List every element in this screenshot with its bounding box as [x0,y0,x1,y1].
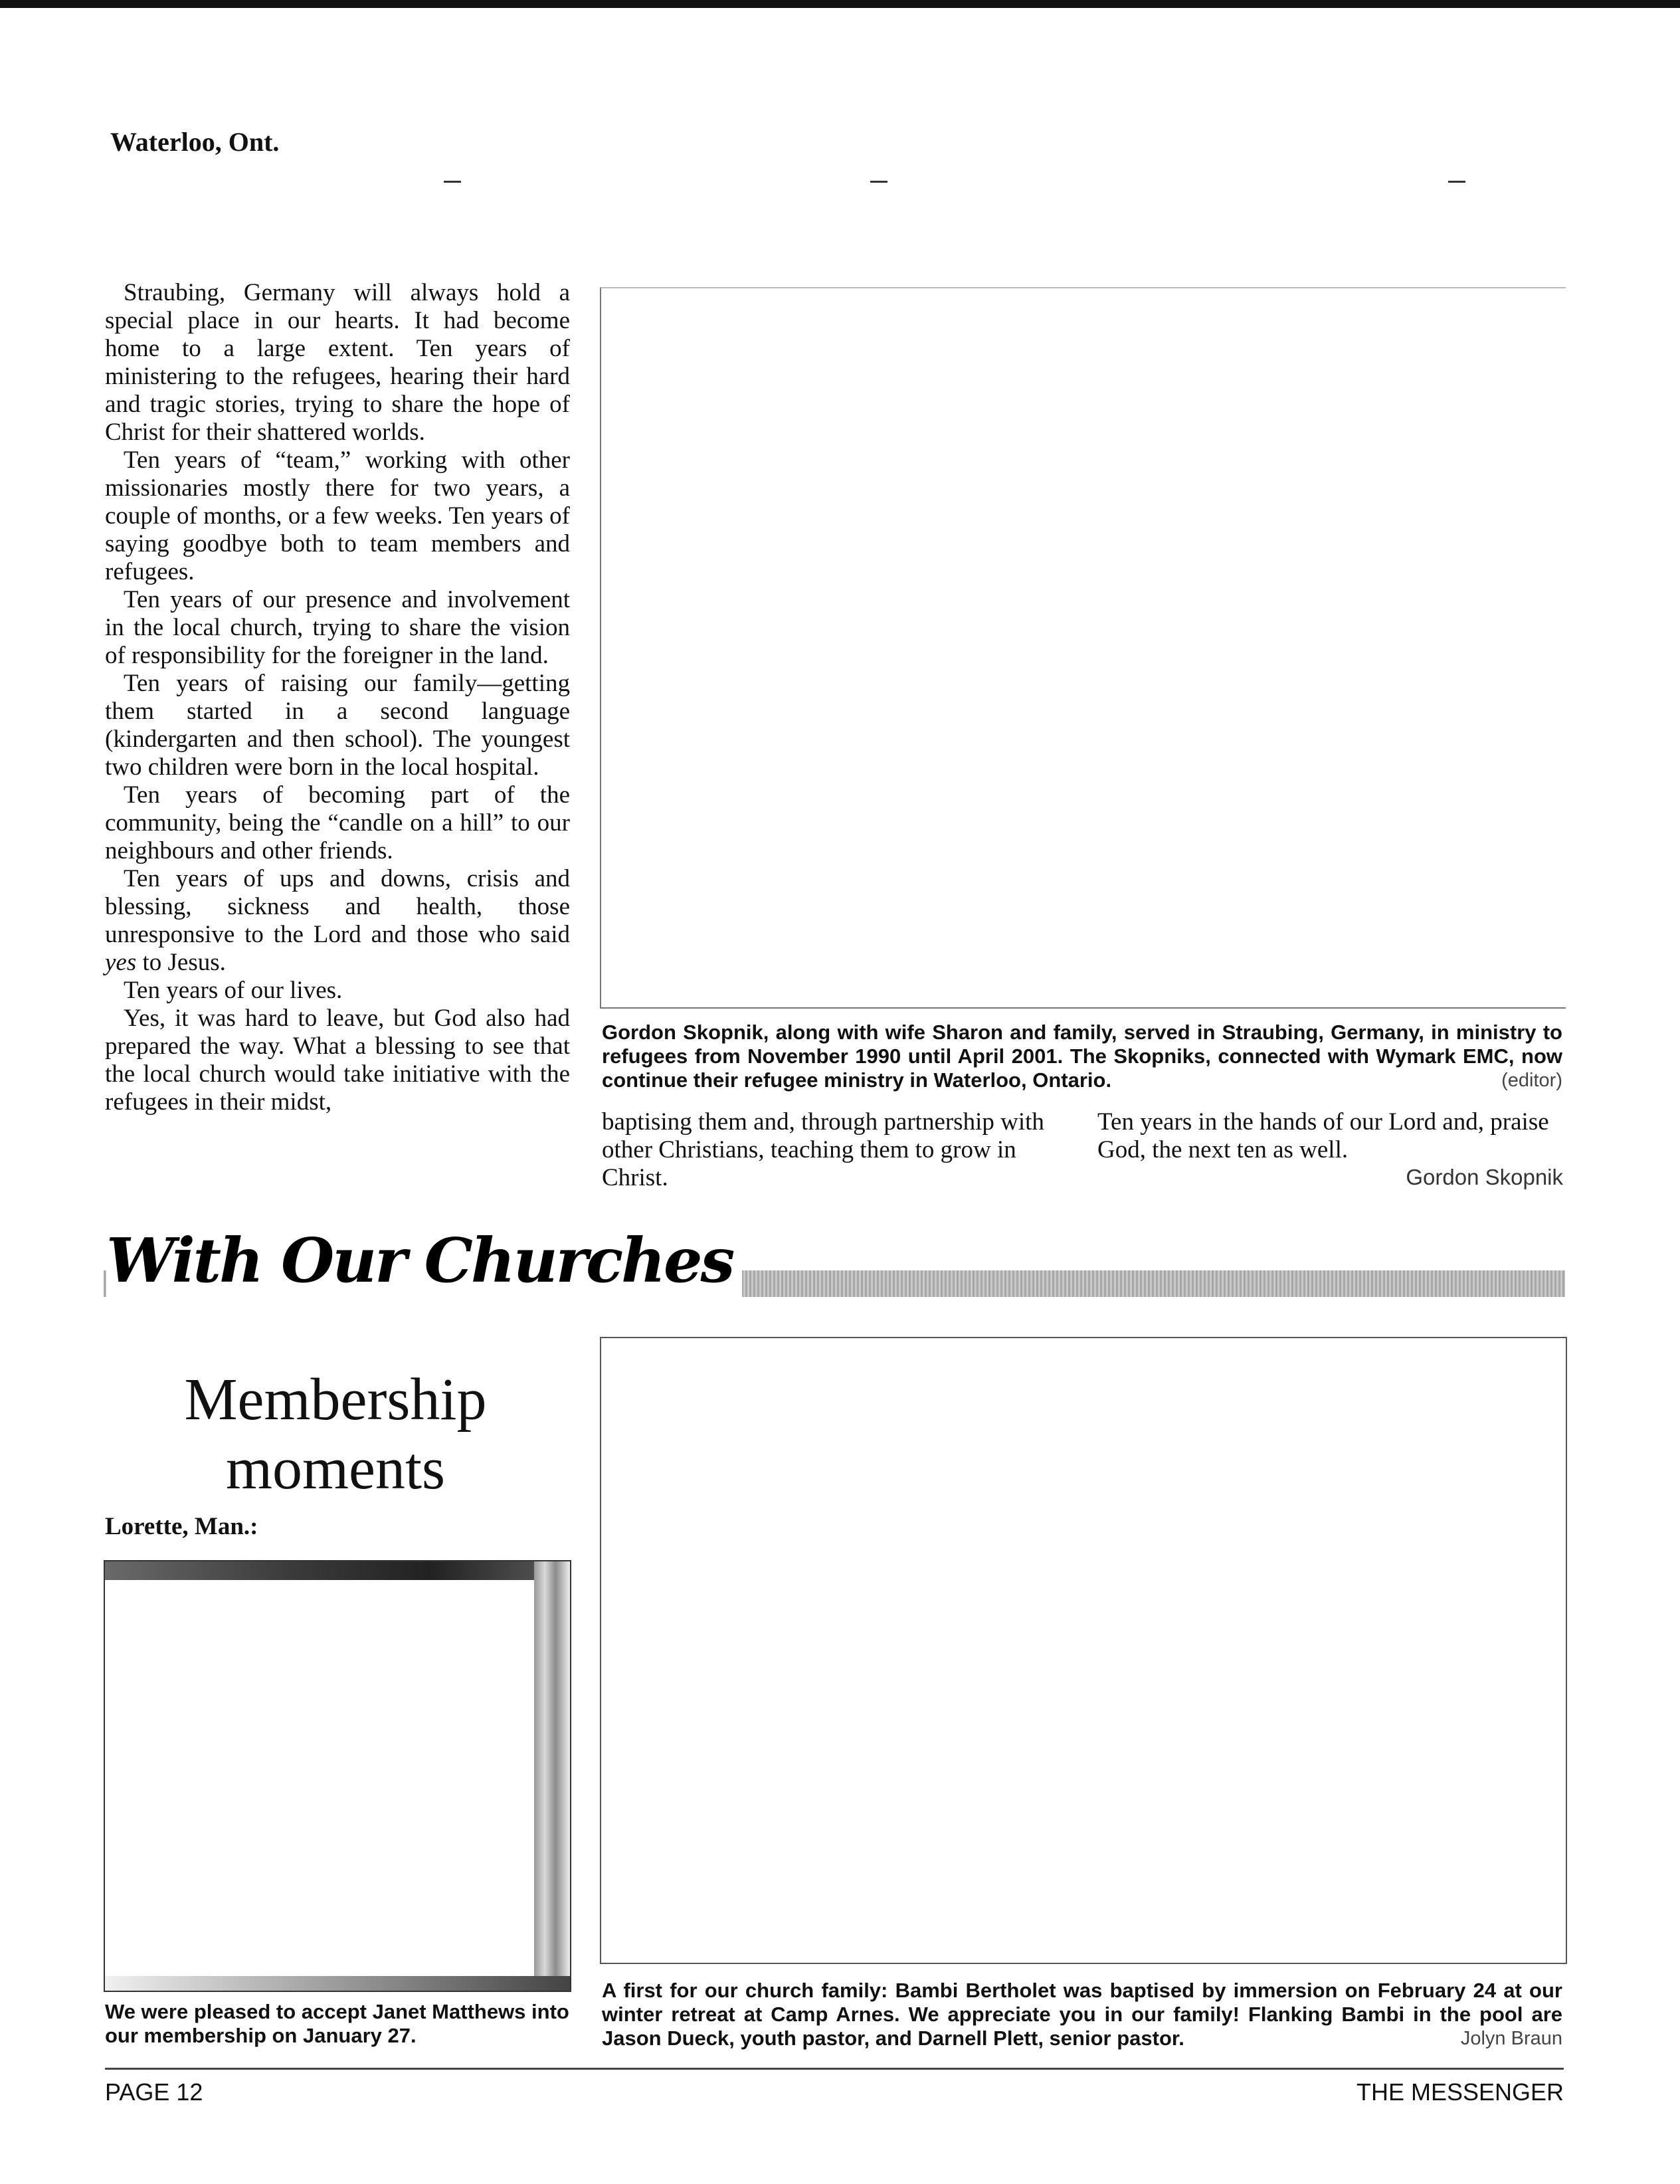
article-column-right: Ten years in the hands of our Lord and, praise God, the next ten as well. [1097,1108,1549,1163]
dash [444,181,461,183]
article-paragraph: Ten years of ups and downs, crisis and blessing, sickness and health, those unresponsive to the Lord and those who said yes to Jesus. [105,865,570,976]
photo-edge [105,1976,570,1991]
article-paragraph: Ten years of our lives. [124,977,343,1004]
article-paragraph: Ten years of “team,” working with other missionaries mostly there for two years, a couple of months, or a few weeks. Ten years of saying goodbye both to team members and refugees. [105,447,570,585]
article-column-left [105,279,570,1116]
photo-edge [534,1561,570,1991]
article-signature: Gordon Skopnik [1406,1165,1563,1189]
headline-line: moments [226,1436,445,1502]
membership-photo-caption: We were pleased to accept Janet Matthews into our membership on January 27. [105,2000,569,2047]
dash [870,181,887,183]
location-label: Lorette, Man.: [105,1513,258,1540]
membership-headline [106,1365,565,1504]
photo-blank-area [105,1580,534,1976]
caption-text: A first for our church family: Bambi Bertholet was baptised by immersion on February 24 at our winter retreat at Camp Arnes. We appreciate you in our family! Flanking Bambi in the pool are Jason Dueck, youth pastor, and Darnell Plett, senior pastor. [602,1979,1562,2050]
decorative-dash-row [159,181,1554,185]
skopnik-photo-caption [602,1021,1562,1092]
page-number: PAGE 12 [105,2078,203,2106]
janet-matthews-photo [104,1560,571,1992]
photo-edge [105,1561,570,1580]
dash [1448,181,1465,183]
baptism-photo-caption [602,1979,1562,2050]
article-paragraph: Ten years of raising our family—getting them started in a second language (kindergarten and then school). The youngest two children were born in the local hospital. [105,670,570,781]
photo-credit: (editor) [1501,1070,1562,1091]
caption-text: Gordon Skopnik, along with wife Sharon and family, served in Straubing, Germany, in ministry to refugees from November 1990 until April 2001. The Skopniks, connected with Wymark EMC, now continue their refugee ministry in Waterloo, Ontario. [602,1021,1562,1092]
publication-name: THE MESSENGER [1356,2078,1564,2106]
skopnik-family-photo [600,287,1566,1009]
article-column-middle: baptising them and, through partnership with other Christians, teaching them to grow in Christ. [602,1108,1044,1191]
article-paragraph: Yes, it was hard to leave, but God also had prepared the way. What a blessing to see that the local church would take initiative with the refugees in their midst, [105,1005,570,1116]
baptism-photo [600,1337,1567,1964]
article-paragraph: Ten years of our presence and involvement in the local church, trying to share the vision of responsibility for the foreigner in the land. [105,586,570,669]
photo-credit: Jolyn Braun [1460,2028,1562,2049]
emphasis: yes [105,949,137,976]
dateline: Waterloo, Ont. [110,127,280,157]
headline-line: Membership [184,1367,487,1433]
footer-rule [105,2068,1564,2070]
article-paragraph: Straubing, Germany will always hold a special place in our hearts. It had become home to a large extent. Ten years of ministering to the refugees, hearing their hard and tragic stories, trying to share the hope of Christ for their shattered worlds. [105,279,570,446]
top-border [0,0,1680,8]
article-paragraph: Ten years of becoming part of the community, being the “candle on a hill” to our neighbours and other friends. [105,781,570,864]
section-title: With Our Churches [106,1224,742,1297]
